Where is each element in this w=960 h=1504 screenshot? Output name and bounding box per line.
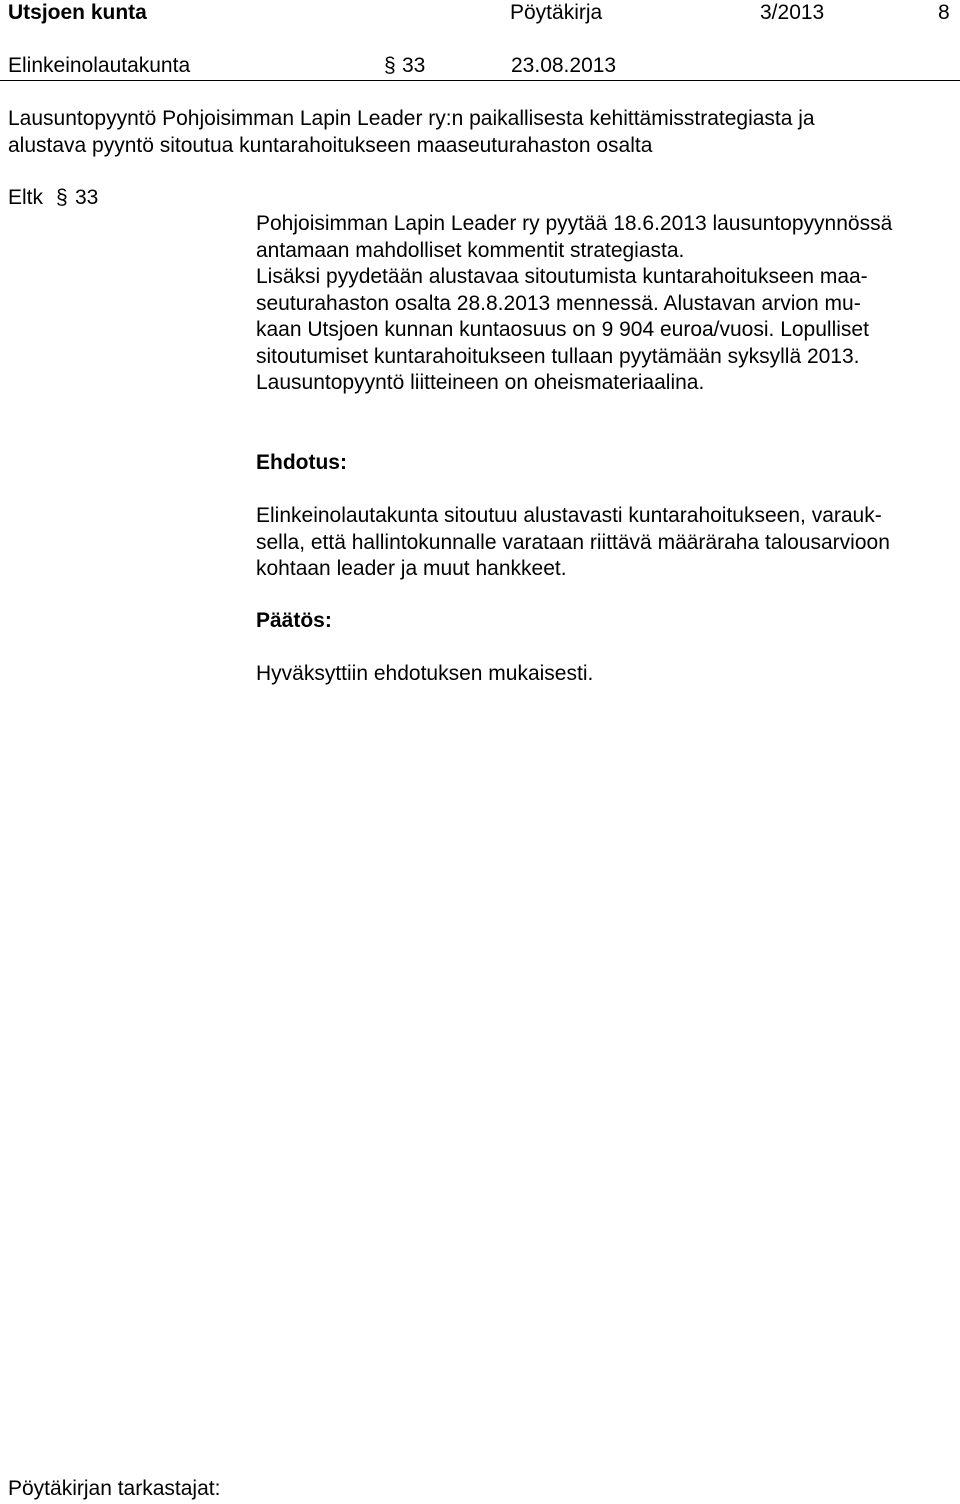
proposal-line: kohtaan leader ja muut hankkeet. (256, 557, 567, 580)
document-number: 3/2013 (760, 1, 825, 24)
proposal-line: sella, että hallintokunnalle varataan riittävä määräraha talousarvioon (256, 530, 890, 554)
committee-name: Elinkeinolautakunta (8, 54, 191, 77)
decision-text: Hyväksyttiin ehdotuksen mukaisesti. (256, 662, 594, 685)
body-line: sitoutumiset kuntarahoitukseen tullaan pyytämään syksyllä 2013. (256, 344, 860, 368)
body-line: Lausuntopyyntö liitteineen on oheismateriaalina. (256, 371, 705, 394)
document-type: Pöytäkirja (510, 1, 603, 24)
decision-heading: Päätös: (256, 609, 332, 632)
section-ref-sign: § (56, 186, 68, 209)
body-line: Pohjoisimman Lapin Leader ry pyytää 18.6.2013 lausuntopyynnössä (256, 212, 893, 235)
municipality-name: Utsjoen kunta (8, 1, 147, 24)
body-line: seuturahaston osalta 28.8.2013 mennessä. Alustavan arvion mu- (256, 291, 861, 315)
proposal-line: Elinkeinolautakunta sitoutuu alustavasti kuntarahoitukseen, varauk- (256, 504, 882, 527)
item-title-line: alustava pyyntö sitoutua kuntarahoitukseen maaseuturahaston osalta (8, 133, 653, 157)
body-line: antamaan mahdolliset kommentit strategiasta. (256, 238, 685, 262)
meeting-date: 23.08.2013 (511, 54, 617, 77)
proposal-text (256, 503, 956, 583)
item-title-line: Lausuntopyyntö Pohjoisimman Lapin Leader ry:n paikallisesta kehittämisstrategiasta ja (8, 107, 815, 130)
section-number: 33 (402, 54, 426, 77)
section-ref-prefix: Eltk (8, 186, 44, 209)
body-line: kaan Utsjoen kunnan kuntaosuus on 9 904 euroa/vuosi. Lopulliset (256, 318, 869, 341)
reviewers-label: Pöytäkirjan tarkastajat: (8, 1477, 221, 1500)
header-divider (0, 80, 960, 81)
body-line: Lisäksi pyydetään alustavaa sitoutumista kuntarahoitukseen maa- (256, 265, 868, 288)
section-ref-number: 33 (75, 186, 99, 209)
item-body (256, 211, 956, 397)
item-title (8, 106, 815, 159)
page-number: 8 (938, 1, 950, 24)
section-sign: § (384, 54, 396, 77)
proposal-heading: Ehdotus: (256, 451, 347, 474)
